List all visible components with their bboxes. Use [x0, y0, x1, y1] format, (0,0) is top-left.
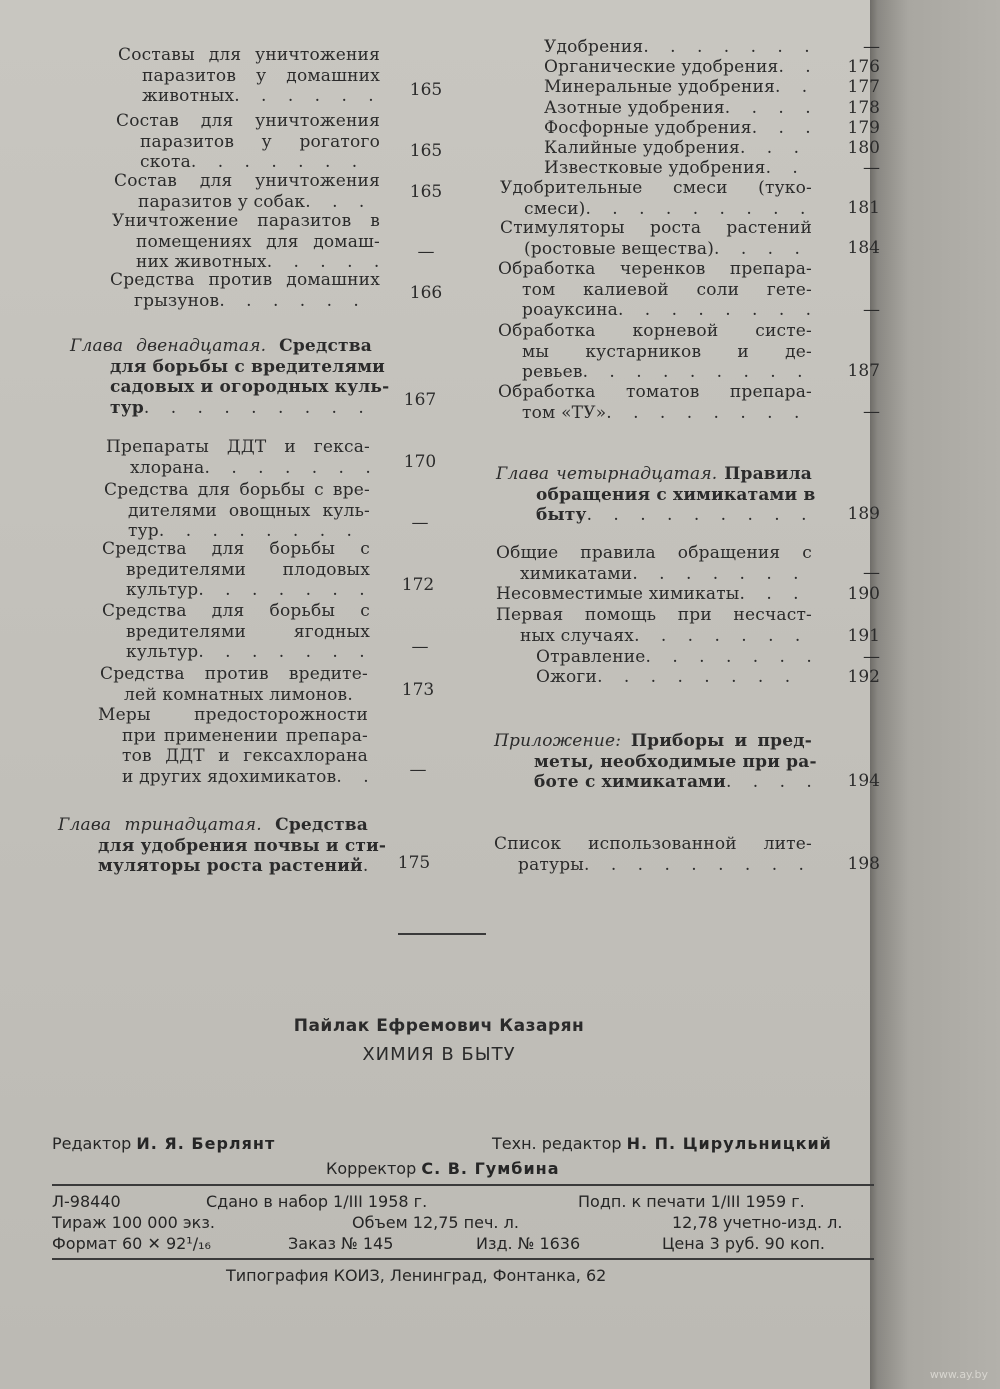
- toc-entry-line: [114, 171, 380, 192]
- toc-entry-line: [496, 464, 812, 485]
- dot-leader: [336, 767, 368, 788]
- dot-leader: [144, 398, 372, 419]
- toc-entry-line: [110, 270, 380, 291]
- toc-entry-text: химикатами: [520, 563, 633, 584]
- toc-entry-text: помещениях для домаш-: [136, 231, 380, 252]
- toc-entry-line: [498, 280, 812, 301]
- toc-entry-line: [98, 705, 368, 726]
- toc-entry-line: [500, 239, 812, 260]
- toc-page-number: —: [417, 242, 435, 262]
- toc-entry-text: Средства против вредите-: [100, 664, 368, 684]
- toc-entry-line: [70, 398, 372, 419]
- toc-entry: [498, 382, 812, 423]
- toc-entry-text: Обработка черенков препара-: [498, 259, 812, 279]
- toc-entry-text: для борьбы с вредителями: [110, 356, 385, 377]
- toc-entry-text: ных случаях: [520, 625, 635, 646]
- toc-page-number: 165: [409, 80, 443, 100]
- toc-entry: [98, 705, 368, 787]
- toc-entry-line: [112, 211, 380, 232]
- toc-entry-text: обращения с химикатами в: [536, 484, 816, 505]
- toc-entry-text: быту: [536, 505, 587, 525]
- toc-entry-text: грызунов: [134, 290, 220, 311]
- toc-entry-text: том калиевой соли гете-: [522, 279, 812, 300]
- book-title: ХИМИЯ В БЫТУ: [362, 1044, 516, 1065]
- dot-leader: [305, 192, 380, 213]
- dot-leader: [606, 403, 812, 424]
- toc-page-number: 181: [847, 198, 880, 218]
- toc-entry-line: [498, 259, 812, 280]
- toc-entry-line: [496, 543, 812, 564]
- toc-entry-line: [116, 132, 380, 153]
- imprint-edition: Изд. № 1636: [476, 1234, 581, 1253]
- toc-entry-text: паразитов у собак: [138, 191, 306, 212]
- toc-page-number: 165: [409, 182, 443, 202]
- toc-entry-text: роауксина: [522, 300, 618, 320]
- toc-entry-line: [544, 37, 816, 58]
- toc-entry-text: Список использованной лите-: [494, 834, 812, 854]
- toc-entry-text: Известковые удобрения: [544, 158, 766, 178]
- imprint-top-rule: [52, 1184, 874, 1186]
- toc-entry: [496, 543, 812, 584]
- dot-leader: [726, 772, 812, 793]
- toc-entry: [102, 601, 370, 663]
- toc-entry-text: (ростовые вещества): [524, 238, 715, 259]
- toc-page-number: 176: [847, 57, 880, 77]
- toc-entry-line: [498, 300, 812, 321]
- toc-page-number: 178: [847, 98, 880, 118]
- toc-entry-text: Стимуляторы роста растений: [500, 218, 812, 238]
- author-name: Пайлак Ефремович Казарян: [293, 1016, 585, 1036]
- toc-entry-line: [102, 601, 370, 622]
- imprint-code: Л-98440: [52, 1192, 121, 1211]
- toc-entry-line: [106, 458, 370, 479]
- toc-page-number: 173: [401, 680, 435, 700]
- toc-entry-line: [102, 622, 370, 643]
- toc-entry: [104, 480, 370, 542]
- toc-entry-text: Препараты ДДТ и гекса-: [106, 437, 370, 457]
- corrector: Корректор С. В. Гумбина: [326, 1159, 560, 1178]
- toc-entry: [500, 178, 812, 219]
- toc-entry-line: [498, 403, 812, 424]
- dot-leader: [198, 642, 370, 663]
- toc-entry-line: [116, 111, 380, 132]
- toc-entry-line: [98, 767, 368, 788]
- toc-entry-text: Меры предосторожности: [98, 705, 368, 725]
- toc-entry-text: садовых и огородных куль-: [110, 377, 390, 397]
- toc-page-number: 191: [847, 626, 880, 646]
- toc-entry-line: [496, 505, 812, 526]
- toc-entry-text: Фосфорные удобрения: [544, 118, 752, 138]
- toc-entry-line: [98, 726, 368, 747]
- dot-leader: [643, 37, 816, 58]
- toc-entry-text: Калийные удобрения: [544, 138, 740, 158]
- dot-leader: [584, 855, 812, 876]
- toc-entry-line: [544, 118, 814, 139]
- toc-entry-text: лей комнатных лимонов: [124, 684, 348, 705]
- toc-page-number: 189: [847, 504, 880, 524]
- dot-leader: [191, 152, 380, 173]
- toc-page-number: 166: [409, 283, 443, 303]
- toc-entry-line: [116, 152, 380, 173]
- toc-page-number: —: [863, 300, 880, 320]
- toc-entry-line: [496, 605, 812, 626]
- toc-entry-text: культур: [126, 580, 199, 600]
- toc-entry-text: Правила: [724, 464, 813, 484]
- dot-leader: [219, 291, 380, 312]
- imprint-bottom-rule: [52, 1258, 874, 1260]
- imprint-typeset-date: Сдано в набор 1/III 1958 г.: [206, 1192, 428, 1211]
- imprint-print-date: Подп. к печати 1/III 1959 г.: [578, 1192, 805, 1211]
- toc-entry: [116, 111, 380, 173]
- dot-leader: [740, 138, 814, 159]
- toc-entry: [496, 605, 812, 646]
- toc-entry-text: Отравление: [536, 647, 646, 667]
- toc-page-number: —: [863, 37, 880, 57]
- toc-entry-text: при применении препара-: [122, 725, 368, 746]
- toc-entry: [494, 731, 817, 793]
- imprint-order: Заказ № 145: [288, 1234, 394, 1253]
- toc-entry-line: [536, 647, 812, 668]
- toc-entry-text: тов ДДТ и гексахлорана: [122, 746, 368, 766]
- toc-entry-text: Средства против домашних: [110, 270, 380, 290]
- toc-entry-text: скота: [140, 152, 191, 172]
- tech-editor: Техн. редактор Н. П. Цирульницкий: [492, 1134, 832, 1153]
- toc-entry: [544, 158, 814, 179]
- toc-entry-text: паразитов у рогатого: [140, 131, 380, 152]
- toc-entry: [114, 171, 380, 212]
- dot-leader: [725, 98, 814, 119]
- toc-entry: [496, 464, 816, 526]
- toc-entry-text: Общие правила обращения с: [496, 543, 812, 563]
- toc-entry-text: для удобрения почвы и сти-: [98, 835, 387, 856]
- toc-page-number: 175: [397, 853, 431, 873]
- toc-entry-line: [494, 772, 812, 793]
- toc-page-number: —: [863, 158, 880, 178]
- toc-entry-line: [544, 98, 814, 119]
- toc-entry-text: ратуры: [518, 854, 585, 875]
- toc-page-number: 180: [847, 138, 880, 158]
- toc-entry-line: [496, 484, 816, 506]
- toc-entry-line: [100, 664, 368, 685]
- toc-entry-text: Первая помощь при несчаст-: [496, 605, 812, 625]
- toc-entry-text: них животных: [136, 252, 267, 272]
- toc-entry-line: [98, 746, 368, 767]
- toc-page-number: 198: [847, 854, 880, 874]
- toc-entry-text: Обработка корневой систе-: [498, 321, 812, 341]
- toc-entry-line: [110, 291, 380, 312]
- toc-page-number: —: [863, 563, 880, 583]
- toc-page-number: —: [411, 637, 429, 657]
- toc-entry: [544, 57, 814, 78]
- toc-entry-line: [70, 377, 390, 398]
- toc-entry: [58, 815, 387, 877]
- toc-page-number: 179: [847, 118, 880, 138]
- toc-entry-line: [70, 356, 385, 378]
- toc-entry: [496, 584, 812, 605]
- dot-leader: [646, 647, 812, 668]
- toc-entry-text: хлорана: [130, 457, 205, 478]
- toc-entry-line: [498, 382, 812, 403]
- toc-entry-text: Несовместимые химикаты: [496, 584, 740, 604]
- toc-entry-line: [118, 45, 380, 66]
- toc-entry-line: [70, 336, 372, 357]
- toc-entry: [70, 336, 390, 418]
- toc-entry-line: [500, 218, 812, 239]
- chapter-label: Глава тринадцатая.: [58, 815, 262, 835]
- toc-entry-line: [118, 86, 380, 107]
- toc-entry-line: [494, 731, 812, 752]
- toc-entry-line: [496, 584, 812, 605]
- dot-leader: [347, 685, 368, 706]
- toc-entry-line: [112, 232, 380, 253]
- toc-entry-line: [494, 855, 812, 876]
- toc-entry: [536, 647, 812, 668]
- toc-entry: [494, 834, 812, 875]
- toc-entry-line: [58, 815, 368, 836]
- toc-entry-text: Азотные удобрения: [544, 98, 725, 118]
- toc-page-number: —: [863, 647, 880, 667]
- dot-leader: [205, 458, 370, 479]
- watermark: www.ay.by: [929, 1368, 988, 1381]
- toc-entry-line: [544, 138, 814, 159]
- toc-entry-text: ревьев: [522, 362, 583, 382]
- toc-page-number: 165: [409, 141, 443, 161]
- dot-leader: [634, 626, 812, 647]
- toc-entry-text: боте с химикатами: [534, 772, 726, 792]
- toc-entry-line: [544, 77, 814, 98]
- toc-entry-text: дителями овощных куль-: [128, 500, 370, 521]
- toc-entry: [544, 37, 816, 58]
- toc-entry-line: [498, 321, 812, 342]
- toc-entry: [110, 270, 380, 311]
- toc-entry-text: животных: [142, 86, 235, 106]
- toc-entry-text: Состав для уничтожения: [114, 171, 380, 191]
- toc-entry-line: [498, 342, 812, 363]
- chapter-label: Приложение:: [494, 731, 622, 751]
- toc-entry-line: [114, 192, 380, 213]
- toc-entry-line: [500, 178, 812, 199]
- toc-entry-line: [104, 480, 370, 501]
- imprint-volume: Объем 12,75 печ. л.: [352, 1213, 519, 1232]
- toc-entry-text: Средства: [279, 336, 372, 356]
- dot-leader: [632, 564, 812, 585]
- toc-entry: [544, 118, 814, 139]
- toc-entry-line: [106, 437, 370, 458]
- imprint-price: Цена 3 руб. 90 коп.: [662, 1234, 825, 1253]
- dot-leader: [778, 57, 814, 78]
- dot-leader: [752, 118, 814, 139]
- toc-page-number: 192: [847, 667, 880, 687]
- toc-entry: [106, 437, 370, 478]
- dot-leader: [740, 584, 812, 605]
- toc-entry-line: [102, 560, 370, 581]
- dot-leader: [766, 158, 814, 179]
- toc-entry: [118, 45, 380, 107]
- toc-entry-line: [102, 539, 370, 560]
- toc-entry: [100, 664, 368, 705]
- toc-entry-line: [102, 642, 370, 663]
- separator-rule: [398, 933, 486, 935]
- toc-page-number: 190: [847, 584, 880, 604]
- imprint-format: Формат 60 ✕ 92¹/₁₆: [52, 1234, 211, 1253]
- toc-entry-text: мы кустарников и де-: [522, 341, 812, 362]
- dot-leader: [618, 300, 812, 321]
- dot-leader: [587, 505, 812, 526]
- toc-entry-text: Средства для борьбы с вре-: [104, 480, 370, 500]
- toc-entry-line: [102, 580, 370, 601]
- toc-entry-line: [100, 685, 368, 706]
- toc-entry-text: Средства для борьбы с: [102, 539, 370, 559]
- dot-leader: [198, 580, 370, 601]
- toc-entry: [544, 98, 814, 119]
- dot-leader: [714, 239, 812, 260]
- toc-page-number: 184: [847, 238, 880, 258]
- toc-entry-line: [498, 362, 812, 383]
- toc-entry-text: Средства для борьбы с: [102, 601, 370, 621]
- toc-entry-text: Приборы и пред-: [630, 731, 812, 751]
- toc-entry-text: Удобрительные смеси (туко-: [500, 178, 812, 198]
- toc-entry-text: и других ядохимикатов: [122, 766, 337, 787]
- toc-entry-text: Составы для уничтожения: [118, 45, 380, 65]
- printer-address: Типография КОИЗ, Ленинград, Фонтанка, 62: [226, 1266, 607, 1285]
- toc-entry-text: паразитов у домашних: [142, 65, 380, 86]
- toc-page-number: 194: [847, 771, 880, 791]
- toc-entry: [102, 539, 370, 601]
- toc-entry-text: тур: [128, 521, 159, 541]
- toc-entry-line: [544, 57, 814, 78]
- toc-page-number: 170: [403, 452, 437, 472]
- toc-page-number: —: [409, 760, 427, 780]
- toc-page-number: 177: [847, 77, 880, 97]
- editor: Редактор И. Я. Берлянт: [52, 1134, 276, 1153]
- toc-entry-text: смеси): [524, 198, 586, 219]
- toc-page-number: 187: [847, 361, 880, 381]
- toc-entry-line: [494, 751, 817, 773]
- chapter-label: Глава четырнадцатая.: [496, 464, 718, 484]
- dot-leader: [597, 667, 812, 688]
- toc-entry-line: [496, 626, 812, 647]
- toc-entry: [544, 138, 814, 159]
- toc-entry-text: вредителями ягодных: [126, 621, 370, 642]
- dot-leader: [363, 856, 368, 877]
- toc-entry: [112, 211, 380, 273]
- toc-page-number: 167: [403, 390, 437, 410]
- toc-entry: [498, 321, 812, 383]
- toc-entry-line: [58, 856, 368, 877]
- toc-page-number: —: [411, 513, 429, 533]
- toc-entry-text: Минеральные удобрения: [544, 77, 775, 97]
- toc-entry-line: [58, 835, 387, 857]
- toc-entry-text: Удобрения: [544, 37, 644, 57]
- toc-entry-text: Органические удобрения: [544, 57, 779, 77]
- toc-entry-text: Уничтожение паразитов в: [112, 211, 380, 231]
- toc-entry-line: [500, 199, 812, 220]
- dot-leader: [234, 86, 380, 107]
- imprint-run: Тираж 100 000 экз.: [52, 1213, 215, 1232]
- chapter-label: Глава двенадцатая.: [70, 336, 267, 356]
- toc-entry-text: Состав для уничтожения: [116, 111, 380, 131]
- toc-entry-text: том «ТУ»: [522, 402, 607, 423]
- toc-entry-line: [118, 66, 380, 87]
- toc-entry-line: [104, 501, 370, 522]
- toc-entry-text: муляторы роста растений: [98, 856, 363, 876]
- toc-page-number: 172: [401, 575, 435, 595]
- toc-entry: [544, 77, 814, 98]
- dot-leader: [583, 362, 812, 383]
- dot-leader: [775, 77, 814, 98]
- toc-entry-text: меты, необходимые при ра-: [534, 751, 817, 772]
- toc-entry: [500, 218, 812, 259]
- toc-entry-text: Ожоги: [536, 667, 598, 687]
- toc-entry: [536, 667, 812, 688]
- toc-entry: [498, 259, 812, 321]
- toc-entry-text: тур: [110, 397, 144, 418]
- toc-entry-line: [544, 158, 814, 179]
- page-edge: [870, 0, 1000, 1389]
- toc-page-number: —: [863, 402, 880, 422]
- toc-entry-text: вредителями плодовых: [126, 559, 370, 580]
- toc-entry-line: [494, 834, 812, 855]
- imprint-pub-sheets: 12,78 учетно-изд. л.: [672, 1213, 843, 1232]
- toc-entry-line: [536, 667, 812, 688]
- toc-entry-line: [496, 564, 812, 585]
- toc-entry-text: культур: [126, 642, 199, 662]
- dot-leader: [586, 199, 813, 220]
- toc-entry-text: Обработка томатов препара-: [498, 382, 812, 402]
- toc-entry-text: Средства: [275, 815, 368, 835]
